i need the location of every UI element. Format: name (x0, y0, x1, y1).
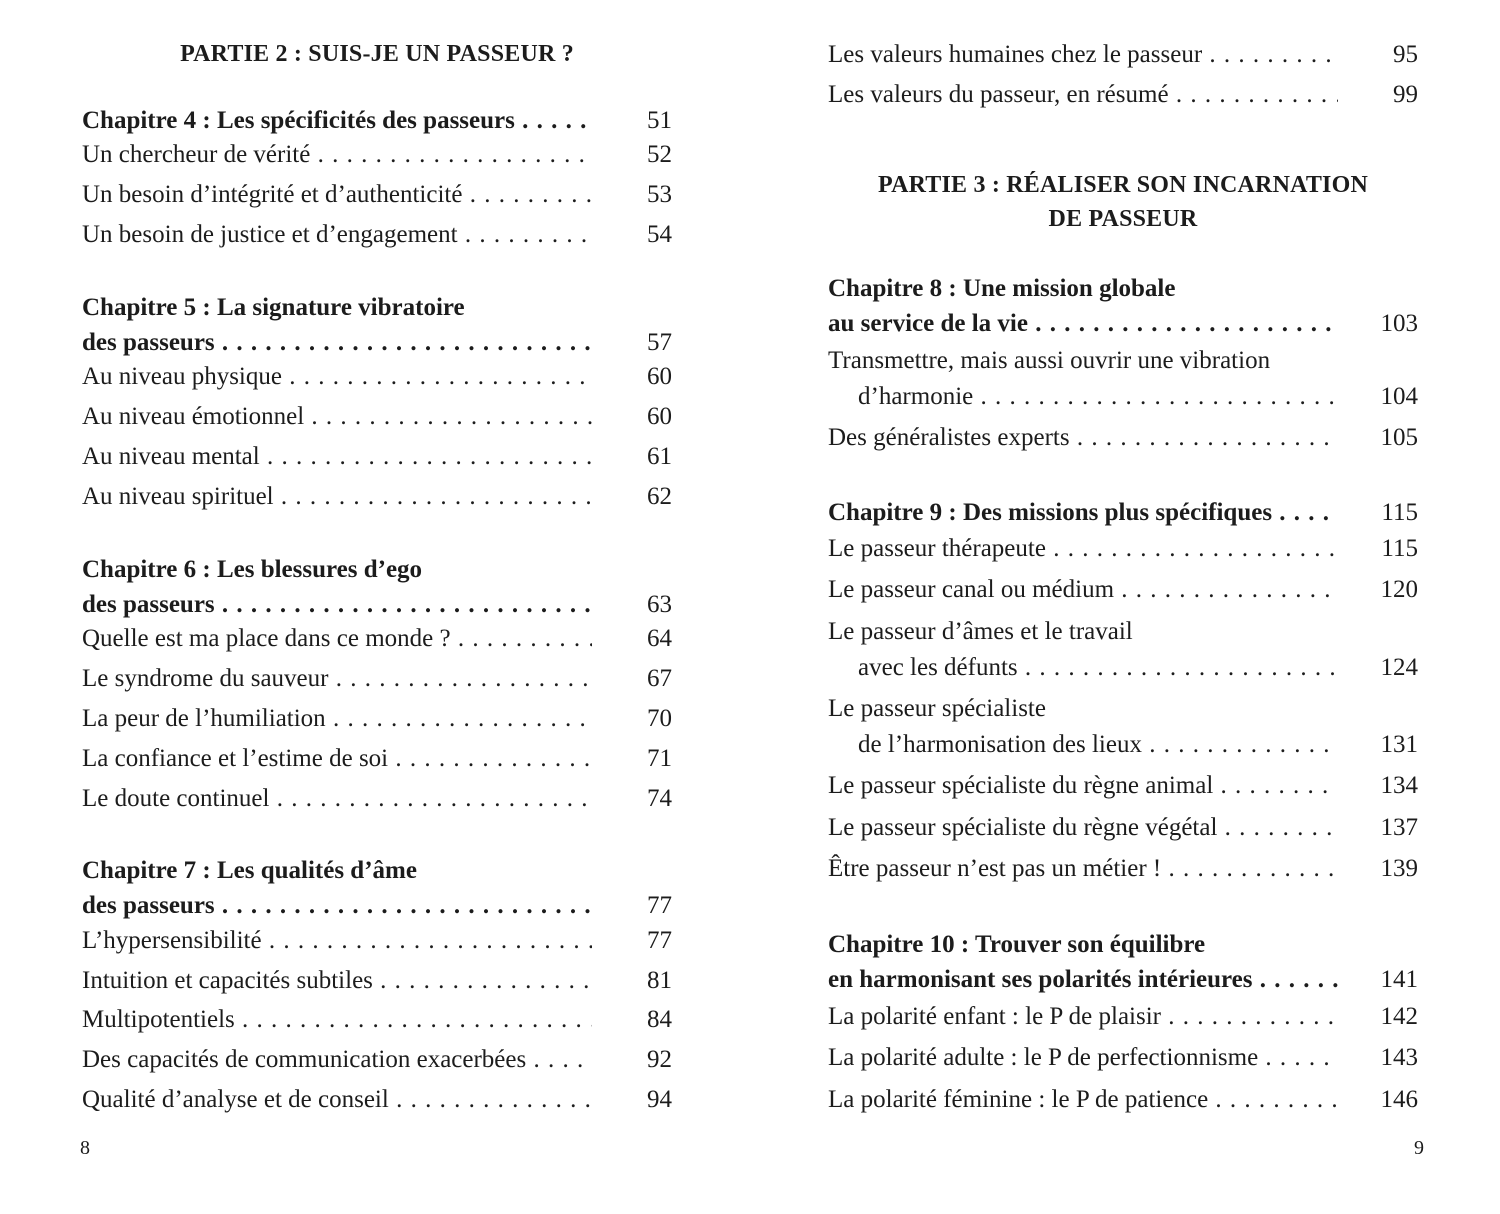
entry-label: Le passeur canal ou médium . . . (828, 572, 1338, 608)
page-number: 92 (647, 1046, 672, 1073)
page-number: 115 (1381, 499, 1418, 526)
toc-entry-line: Transmettre, mais aussi ouvrir une vibration (828, 347, 1271, 374)
page-number: 71 (647, 745, 672, 772)
entry-label: Les valeurs du passeur, en résumé . . . (828, 77, 1338, 113)
toc-entry[interactable] (828, 1040, 1418, 1076)
page-number: 77 (647, 927, 672, 954)
toc-entry[interactable] (82, 177, 672, 213)
chapter-title: en harmonisant ses polarités intérieures . . . (828, 962, 1338, 998)
page-number: 146 (1380, 1086, 1418, 1113)
toc-entry[interactable] (82, 479, 672, 515)
toc-entry[interactable] (828, 420, 1418, 456)
page-folio: 8 (80, 1137, 90, 1159)
toc-entry[interactable] (828, 727, 1418, 763)
toc-entry[interactable] (828, 531, 1418, 567)
page-number: 143 (1380, 1044, 1418, 1071)
entry-label: La peur de l’humiliation . . . (82, 701, 592, 737)
toc-entry[interactable] (828, 379, 1418, 415)
entry-label: Être passeur n’est pas un métier ! . . . (828, 851, 1338, 887)
chapter-title: Chapitre 9 : Des missions plus spécifiques . . . (828, 495, 1338, 531)
toc-entry[interactable] (82, 399, 672, 435)
toc-entry[interactable] (82, 137, 672, 173)
page-number: 57 (647, 329, 672, 356)
toc-entry[interactable] (828, 851, 1418, 887)
toc-entry[interactable] (82, 621, 672, 657)
entry-label: L’hypersensibilité . . . (82, 923, 592, 959)
toc-chapter-4[interactable] (82, 103, 672, 139)
page-number: 60 (647, 403, 672, 430)
toc-entry[interactable] (828, 768, 1418, 804)
page-number: 115 (1381, 535, 1418, 562)
right-page (828, 0, 1424, 1214)
page-number: 141 (1380, 966, 1418, 993)
chapter-title: des passeurs . . . (82, 325, 592, 361)
toc-chapter-5[interactable] (82, 325, 672, 361)
entry-label: La polarité enfant : le P de plaisir . . . (828, 999, 1338, 1035)
chapter-title: au service de la vie . . . (828, 306, 1338, 342)
chapter-8-title-line: Chapitre 8 : Une mission globale (828, 275, 1176, 302)
entry-label: Des capacités de communication exacerbées . . . (82, 1042, 592, 1078)
page-number: 74 (647, 785, 672, 812)
entry-label: Le passeur thérapeute . . . (828, 531, 1338, 567)
page-number: 51 (647, 107, 672, 134)
toc-entry[interactable] (82, 217, 672, 253)
part-3-title-line-2: DE PASSEUR (1048, 206, 1198, 232)
entry-label: Qualité d’analyse et de conseil . . . (82, 1082, 592, 1118)
toc-entry-line: Le passeur spécialiste (828, 695, 1046, 722)
chapter-7-title-line: Chapitre 7 : Les qualités d’âme (82, 857, 417, 884)
page-number: 95 (1393, 41, 1418, 68)
page-number: 64 (647, 625, 672, 652)
entry-label: La polarité adulte : le P de perfectionnisme . . . (828, 1040, 1338, 1076)
entry-label: Quelle est ma place dans ce monde ? . . . (82, 621, 592, 657)
left-page (82, 0, 672, 1214)
toc-entry[interactable] (82, 781, 672, 817)
chapter-title: des passeurs . . . (82, 888, 592, 924)
toc-entry[interactable] (828, 572, 1418, 608)
chapter-title: Chapitre 4 : Les spécificités des passeurs . . . (82, 103, 592, 139)
entry-label: Un chercheur de vérité . . . (82, 137, 592, 173)
toc-chapter-7[interactable] (82, 888, 672, 924)
entry-label: Un besoin d’intégrité et d’authenticité . . . (82, 177, 592, 213)
entry-label: Le syndrome du sauveur . . . (82, 661, 592, 697)
page-number: 103 (1380, 310, 1418, 337)
entry-label: La confiance et l’estime de soi . . . (82, 741, 592, 777)
toc-chapter-10[interactable] (828, 962, 1418, 998)
entry-label: La polarité féminine : le P de patience . . . (828, 1082, 1338, 1118)
toc-entry[interactable] (82, 439, 672, 475)
entry-label: Intuition et capacités subtiles . . . (82, 963, 592, 999)
page-number: 84 (647, 1006, 672, 1033)
entry-label: Des généralistes experts . . . (828, 420, 1338, 456)
page-number: 60 (647, 363, 672, 390)
toc-entry[interactable] (82, 963, 672, 999)
part-3-title-line-1: PARTIE 3 : RÉALISER SON INCARNATION (878, 172, 1368, 198)
page-number: 81 (647, 967, 672, 994)
entry-label: Le passeur spécialiste du règne animal . . . (828, 768, 1338, 804)
toc-chapter-8[interactable] (828, 306, 1418, 342)
page-number: 61 (647, 443, 672, 470)
entry-label: Le doute continuel . . . (82, 781, 592, 817)
toc-entry[interactable] (82, 923, 672, 959)
page-number: 124 (1380, 654, 1418, 681)
toc-chapter-6[interactable] (82, 587, 672, 623)
page-number: 77 (647, 892, 672, 919)
entry-label: Au niveau physique . . . (82, 359, 592, 395)
page-number: 120 (1380, 576, 1418, 603)
chapter-title: des passeurs . . . (82, 587, 592, 623)
page-number: 134 (1380, 772, 1418, 799)
page-number: 53 (647, 181, 672, 208)
entry-label: Les valeurs humaines chez le passeur . . . (828, 37, 1338, 73)
entry-label: Au niveau émotionnel . . . (82, 399, 592, 435)
page-number: 137 (1380, 814, 1418, 841)
entry-label: Au niveau spirituel . . . (82, 479, 592, 515)
chapter-5-title-line: Chapitre 5 : La signature vibratoire (82, 294, 465, 321)
toc-entry[interactable] (82, 1002, 672, 1038)
entry-label: avec les défunts . . . (858, 650, 1338, 686)
page-number: 99 (1393, 81, 1418, 108)
toc-entry[interactable] (828, 650, 1418, 686)
page-number: 94 (647, 1086, 672, 1113)
page-folio: 9 (1414, 1137, 1424, 1159)
toc-entry[interactable] (82, 661, 672, 697)
toc-entry[interactable] (82, 741, 672, 777)
chapter-10-title-line: Chapitre 10 : Trouver son équilibre (828, 931, 1206, 958)
page-number: 67 (647, 665, 672, 692)
page-number: 104 (1380, 383, 1418, 410)
entry-label: Le passeur spécialiste du règne végétal . . . (828, 810, 1338, 846)
entry-label: de l’harmonisation des lieux . . . (858, 727, 1338, 763)
entry-label: Multipotentiels . . . (82, 1002, 592, 1038)
entry-label: Au niveau mental . . . (82, 439, 592, 475)
toc-entry[interactable] (82, 701, 672, 737)
page-number: 142 (1380, 1003, 1418, 1030)
toc-chapter-9[interactable] (828, 495, 1418, 531)
toc-entry[interactable] (828, 37, 1418, 73)
toc-entry[interactable] (82, 1042, 672, 1078)
page-number: 63 (647, 591, 672, 618)
entry-label: d’harmonie . . . (858, 379, 1338, 415)
chapter-6-title-line: Chapitre 6 : Les blessures d’ego (82, 556, 423, 583)
toc-entry[interactable] (828, 77, 1418, 113)
toc-entry[interactable] (828, 999, 1418, 1035)
page-number: 54 (647, 221, 672, 248)
toc-entry[interactable] (828, 1082, 1418, 1118)
toc-entry[interactable] (82, 1082, 672, 1118)
page-number: 105 (1380, 424, 1418, 451)
toc-entry-line: Le passeur d’âmes et le travail (828, 618, 1133, 645)
page-number: 70 (647, 705, 672, 732)
page-number: 52 (647, 141, 672, 168)
page-number: 131 (1380, 731, 1418, 758)
part-2-title: PARTIE 2 : SUIS-JE UN PASSEUR ? (180, 41, 574, 67)
toc-entry[interactable] (82, 359, 672, 395)
page-number: 62 (647, 483, 672, 510)
toc-entry[interactable] (828, 810, 1418, 846)
page-number: 139 (1380, 855, 1418, 882)
entry-label: Un besoin de justice et d’engagement . . . (82, 217, 592, 253)
